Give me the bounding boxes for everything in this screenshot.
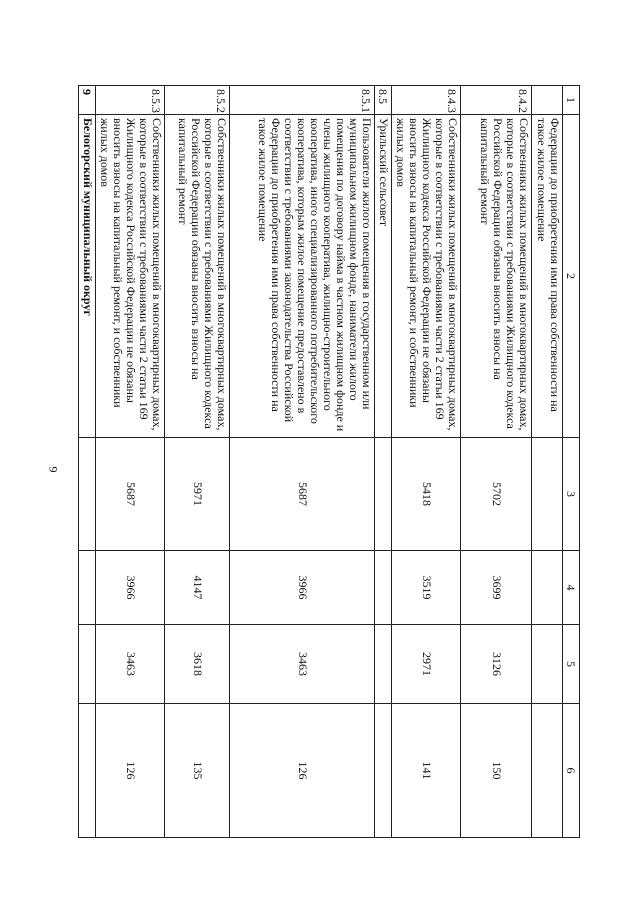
tariff-table: [78, 85, 580, 838]
table-header-row: [562, 86, 579, 838]
rotated-page: [78, 85, 580, 837]
row-description: Собственники жилых помещений в многоквартирных домах, которые в соответствии с требованиями Жилищного кодекса Российской Федерации обязаны вносить взносы на капитальный ремонт: [165, 115, 230, 438]
row-value-col3: 5687: [230, 438, 374, 551]
row-value-col3: 5702: [461, 438, 532, 551]
row-value-col5: 2971: [392, 625, 461, 704]
row-value-col6: 126: [230, 704, 374, 838]
page-number: 9: [46, 466, 61, 473]
row-value-col6: [79, 704, 96, 838]
header-col-3: 3: [562, 438, 579, 551]
row-value-col4: 4147: [165, 551, 230, 625]
table-row: [96, 86, 165, 838]
row-value-col4: 3966: [230, 551, 374, 625]
row-value-col5: [532, 625, 562, 704]
row-description: Урильский сельсовет: [374, 115, 391, 438]
row-value-col6: 126: [96, 704, 165, 838]
row-code: 8.5.3: [96, 86, 165, 115]
row-value-col4: [532, 551, 562, 625]
table-row: [79, 86, 96, 838]
row-value-col4: [79, 551, 96, 625]
row-code: 8.4.2: [461, 86, 532, 115]
row-value-col4: 3699: [461, 551, 532, 625]
row-value-col3: 5687: [96, 438, 165, 551]
row-value-col6: 135: [165, 704, 230, 838]
row-value-col5: 3618: [165, 625, 230, 704]
row-value-col5: [374, 625, 391, 704]
row-value-col3: [532, 438, 562, 551]
tariff-table-wrapper: [78, 85, 580, 837]
row-value-col6: 141: [392, 704, 461, 838]
header-col-4: 4: [562, 551, 579, 625]
row-value-col5: [79, 625, 96, 704]
row-code: 8.4.3: [392, 86, 461, 115]
header-col-1: 1: [562, 86, 579, 115]
row-description: Белогорский муниципальный округ: [79, 115, 96, 438]
table-row: [392, 86, 461, 838]
row-value-col3: 5971: [165, 438, 230, 551]
row-code: 8.5.1: [230, 86, 374, 115]
row-value-col4: [374, 551, 391, 625]
row-value-col6: [532, 704, 562, 838]
row-value-col3: 5418: [392, 438, 461, 551]
row-code: [532, 86, 562, 115]
row-code: 9: [79, 86, 96, 115]
table-row: [461, 86, 532, 838]
row-code: 8.5.2: [165, 86, 230, 115]
row-description: Собственники жилых помещений в многоквартирных домах, которые в соответствии с требованиями части 2 статьи 169 Жилищного кодекса Российской Федерации не обязаны вносить взносы на капитальный ремонт, и собственники жилых домов: [392, 115, 461, 438]
row-value-col6: 150: [461, 704, 532, 838]
row-value-col5: 3126: [461, 625, 532, 704]
row-description: Федерации до приобретения ими права собственности на такое жилое помещение: [532, 115, 562, 438]
row-code: 8.5: [374, 86, 391, 115]
header-col-6: 6: [562, 704, 579, 838]
row-value-col5: 3463: [96, 625, 165, 704]
table-row: [165, 86, 230, 838]
header-col-5: 5: [562, 625, 579, 704]
row-value-col4: 3966: [96, 551, 165, 625]
row-description: Пользователи жилого помещения в государственном или муниципальном жилищном фонде, наниматели жилого помещения по договору найма в частном жилищном фонде и члены жилищного кооператива, жилищно-строительного кооператива, иного специализированного потребительского кооператива, которым жилое помещение предоставлено в соответствии с требованиями законодательства Российской Федерации до приобретения ими права собственности на такое жилое помещение: [230, 115, 374, 438]
table-row: [374, 86, 391, 838]
row-value-col3: [79, 438, 96, 551]
table-row: [532, 86, 562, 838]
row-description: Собственники жилых помещений в многоквартирных домах, которые в соответствии с требованиями части 2 статьи 169 Жилищного кодекса Российской Федерации не обязаны вносить взносы на капитальный ремонт, и собственники жилых домов: [96, 115, 165, 438]
table-row: [230, 86, 374, 838]
row-description: Собственники жилых помещений в многоквартирных домах, которые в соответствии с требованиями Жилищного кодекса Российской Федерации обязаны вносить взносы на капитальный ремонт: [461, 115, 532, 438]
header-col-2: 2: [562, 115, 579, 438]
row-value-col4: 3519: [392, 551, 461, 625]
row-value-col6: [374, 704, 391, 838]
row-value-col5: 3463: [230, 625, 374, 704]
row-value-col3: [374, 438, 391, 551]
